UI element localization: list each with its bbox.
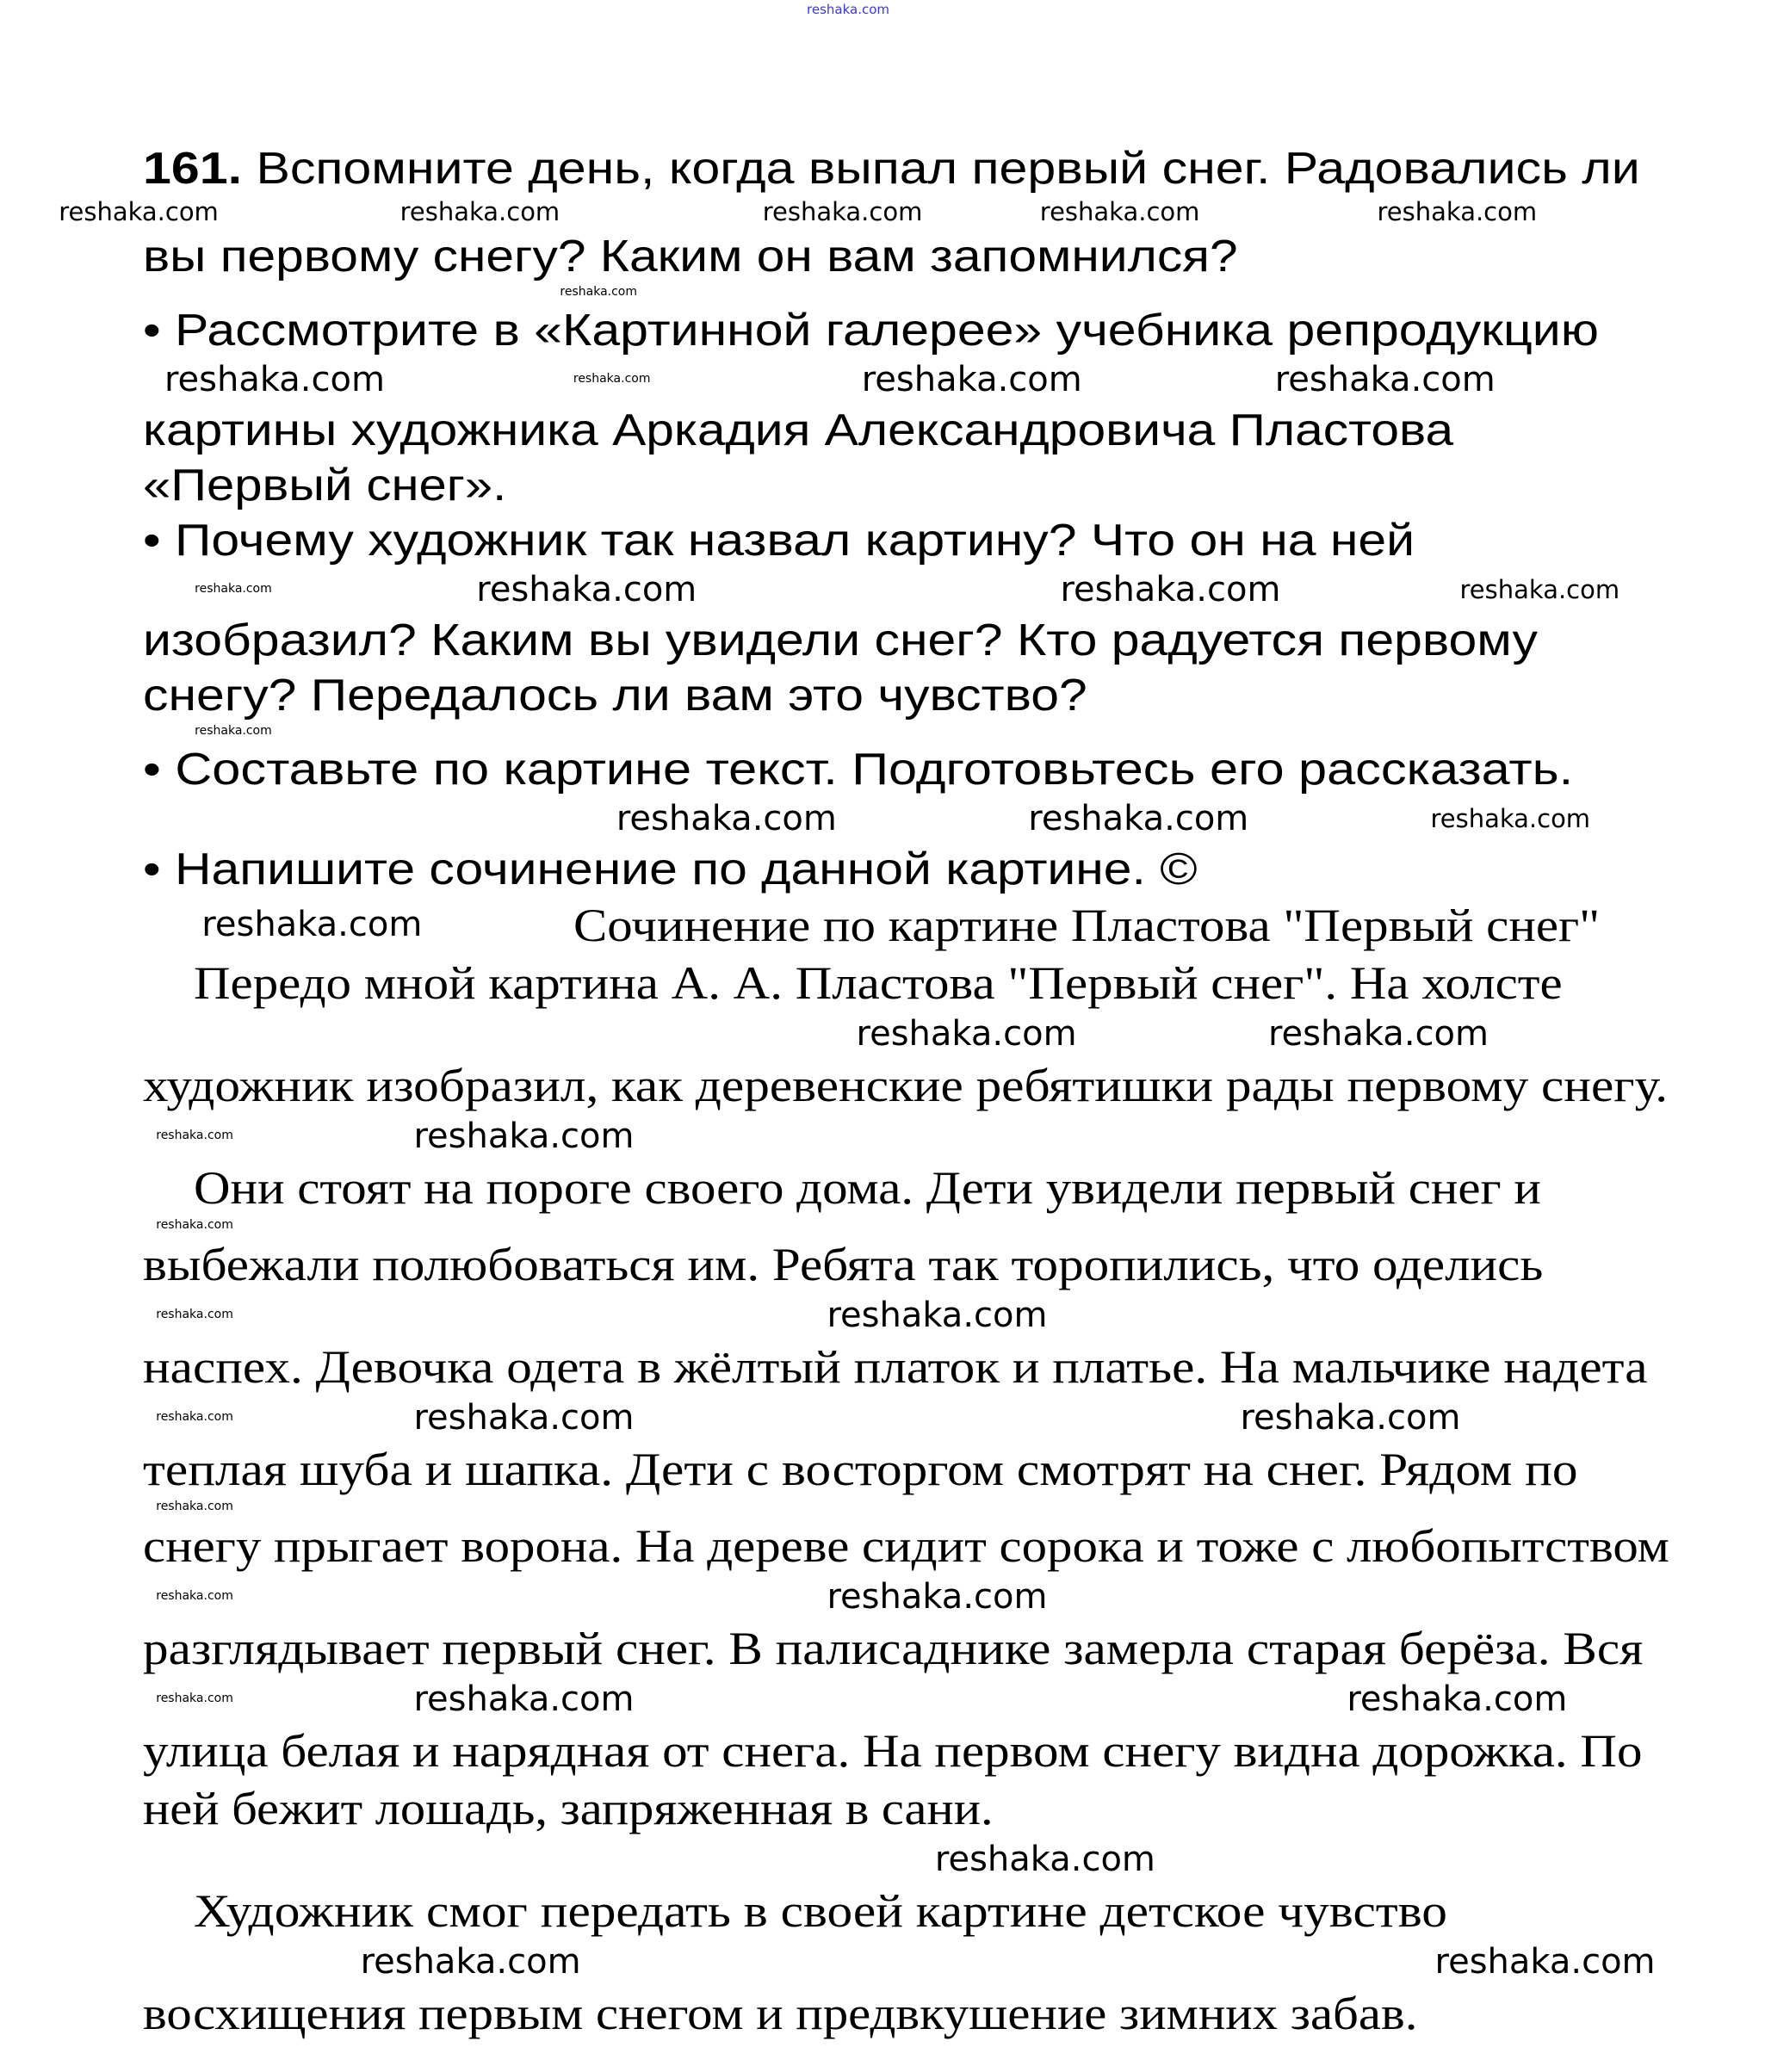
watermark: reshaka.com <box>476 570 697 609</box>
essay-line: разглядывает первый снег. В палисаднике замерла старая берёза. Вся <box>142 1623 1643 1674</box>
watermark: reshaka.com <box>1267 1014 1489 1054</box>
task-line: • Напишите сочинение по данной картине. © <box>142 844 1198 894</box>
essay-line: выбежали полюбоваться им. Ребята так торопились, что оделись <box>142 1239 1543 1290</box>
watermark: reshaka.com <box>1434 1942 1656 1982</box>
task-line: • Составьте по картине текст. Подготовьтесь его рассказать. <box>142 745 1573 795</box>
watermark: reshaka.com <box>156 1308 233 1321</box>
essay-line: улица белая и нарядная от снега. На первом снегу видна дорожка. По <box>142 1725 1643 1777</box>
watermark: reshaka.com <box>156 1589 233 1603</box>
task-line: картины художника Аркадия Александровича Пластова <box>142 405 1453 455</box>
watermark: reshaka.com <box>560 285 638 299</box>
watermark: reshaka.com <box>413 1116 635 1156</box>
watermark: reshaka.com <box>156 1129 233 1142</box>
watermark: reshaka.com <box>616 799 837 838</box>
essay-line: ней бежит лошадь, запряженная в сани. <box>142 1783 994 1834</box>
essay-line: художник изобразил, как деревенские ребятишки рады первому снегу. <box>142 1060 1668 1111</box>
task-line: изобразил? Каким вы увидели снег? Кто радуется первому <box>142 615 1538 665</box>
essay-line: наспех. Девочка одета в жёлтый платок и платье. На мальчике надета <box>142 1341 1648 1393</box>
watermark: reshaka.com <box>1028 799 1249 838</box>
watermark: reshaka.com <box>59 197 219 226</box>
watermark: reshaka.com <box>195 724 272 738</box>
watermark: reshaka.com <box>360 1942 581 1982</box>
task-line: вы первому снегу? Каким он вам запомнился? <box>142 232 1238 281</box>
task-number: 161. <box>142 144 257 194</box>
watermark: reshaka.com <box>1039 197 1200 226</box>
watermark: reshaka.com <box>827 1577 1048 1617</box>
task-line: • Рассмотрите в «Картинной галерее» учебника репродукцию <box>142 306 1599 356</box>
watermark: reshaka.com <box>762 197 923 226</box>
task-line: • Почему художник так назвал картину? Что он на ней <box>142 516 1415 566</box>
essay-title: Сочинение по картине Пластова "Первый снег" <box>573 900 1600 951</box>
watermark: reshaka.com <box>201 904 423 944</box>
watermark: reshaka.com <box>1274 360 1496 399</box>
watermark: reshaka.com <box>164 360 385 399</box>
top-watermark: reshaka.com <box>807 2 889 17</box>
watermark: reshaka.com <box>156 1500 233 1513</box>
watermark: reshaka.com <box>1060 570 1281 609</box>
watermark: reshaka.com <box>573 372 651 386</box>
watermark: reshaka.com <box>156 1692 233 1705</box>
watermark: reshaka.com <box>827 1296 1048 1335</box>
watermark: reshaka.com <box>156 1218 233 1232</box>
watermark: reshaka.com <box>195 582 272 596</box>
essay-line: Они стоят на пороге своего дома. Дети увидели первый снег и <box>193 1162 1541 1214</box>
essay-line: Художник смог передать в своей картине детское чувство <box>193 1885 1447 1937</box>
watermark: reshaka.com <box>413 1679 635 1719</box>
essay-line: теплая шуба и шапка. Дети с восторгом смотрят на снег. Рядом по <box>142 1444 1578 1495</box>
watermark: reshaka.com <box>1430 804 1591 833</box>
watermark: reshaka.com <box>934 1840 1155 1879</box>
watermark: reshaka.com <box>856 1014 1077 1054</box>
watermark: reshaka.com <box>1459 575 1620 604</box>
watermark: reshaka.com <box>1377 197 1538 226</box>
watermark: reshaka.com <box>861 360 1082 399</box>
watermark: reshaka.com <box>156 1410 233 1424</box>
task-line <box>143 142 1640 195</box>
essay-line: снегу прыгает ворона. На дереве сидит сорока и тоже с любопытством <box>142 1520 1669 1572</box>
essay-line: восхищения первым снегом и предвкушение зимних забав. <box>142 1988 1418 2039</box>
essay-line: Передо мной картина А. А. Пластова "Первый снег". На холсте <box>193 957 1563 1009</box>
watermark: reshaka.com <box>1347 1679 1568 1719</box>
watermark: reshaka.com <box>413 1398 635 1438</box>
watermark: reshaka.com <box>1240 1398 1461 1438</box>
task-line-text: Вспомните день, когда выпал первый снег. Радовались ли <box>256 144 1640 194</box>
watermark: reshaka.com <box>399 197 560 226</box>
task-line: снегу? Передалось ли вам это чувство? <box>142 671 1087 721</box>
task-line: «Первый снег». <box>142 461 506 510</box>
